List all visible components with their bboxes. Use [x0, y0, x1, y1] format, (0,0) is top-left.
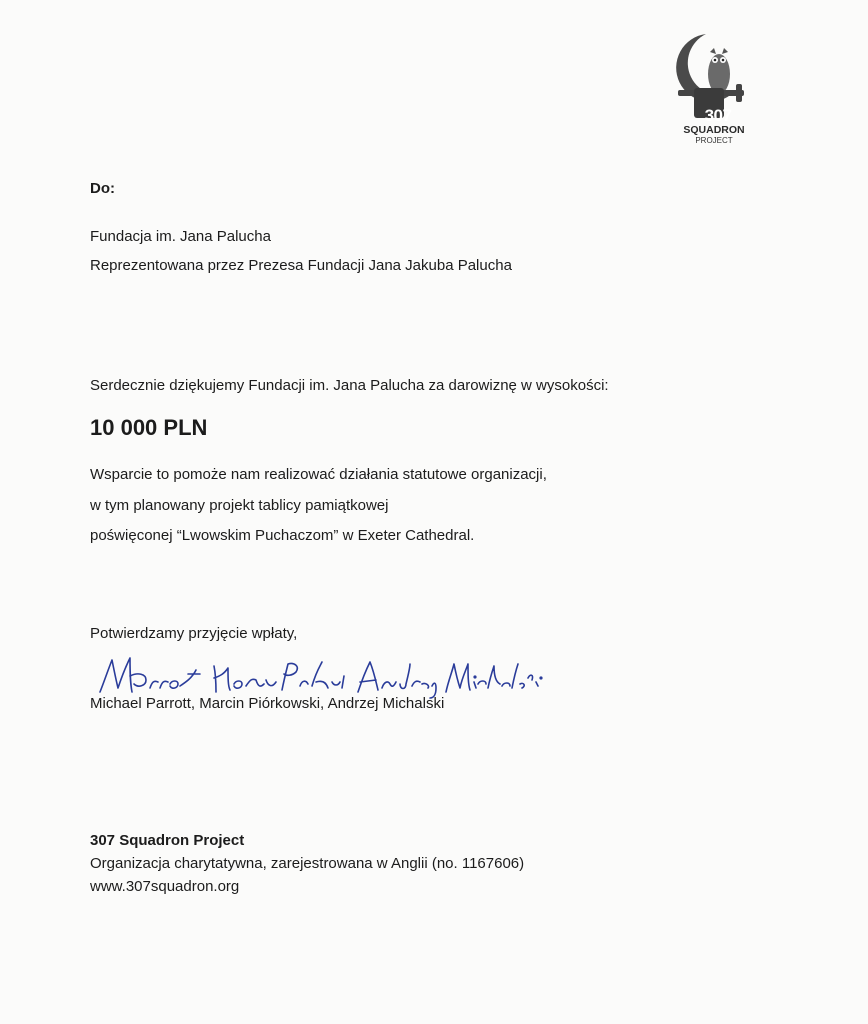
- signature-michalski: [358, 662, 436, 698]
- recipient-name: Fundacja im. Jana Palucha: [90, 228, 271, 245]
- logo-squadron-text: SQUADRON: [683, 124, 745, 136]
- body-line-3: poświęconej “Lwowskim Puchaczom” w Exeter Cathedral.: [90, 527, 475, 544]
- footer-website[interactable]: www.307squadron.org: [90, 878, 240, 895]
- footer-org-name: 307 Squadron Project: [90, 832, 245, 849]
- recipient-representative: Reprezentowana przez Prezesa Fundacji Jana Jakuba Palucha: [90, 257, 512, 274]
- signatory-names: Michael Parrott, Marcin Piórkowski, Andrzej Michalski: [90, 695, 445, 712]
- body-line-1: Wsparcie to pomoże nam realizować działania statutowe organizacji,: [90, 466, 547, 483]
- signature-parrott: [100, 658, 132, 692]
- footer-description: Organizacja charytatywna, zarejestrowana w Anglii (no. 1167606): [90, 855, 525, 872]
- confirmation-text: Potwierdzamy przyjęcie wpłaty,: [90, 625, 298, 642]
- donation-amount: 10 000 PLN: [90, 415, 208, 440]
- signature-piorkowski: [214, 666, 276, 692]
- logo-project-text: PROJECT: [695, 136, 733, 145]
- squadron-logo: [664, 30, 754, 150]
- handwritten-signatures: [96, 652, 546, 700]
- thanks-line: Serdecznie dziękujemy Fundacji im. Jana Palucha za darowiznę w wysokości:: [90, 377, 609, 394]
- recipient-label: Do:: [90, 180, 115, 197]
- body-line-2: w tym planowany projekt tablicy pamiątkowej: [90, 497, 389, 514]
- logo-number: 307: [704, 106, 732, 125]
